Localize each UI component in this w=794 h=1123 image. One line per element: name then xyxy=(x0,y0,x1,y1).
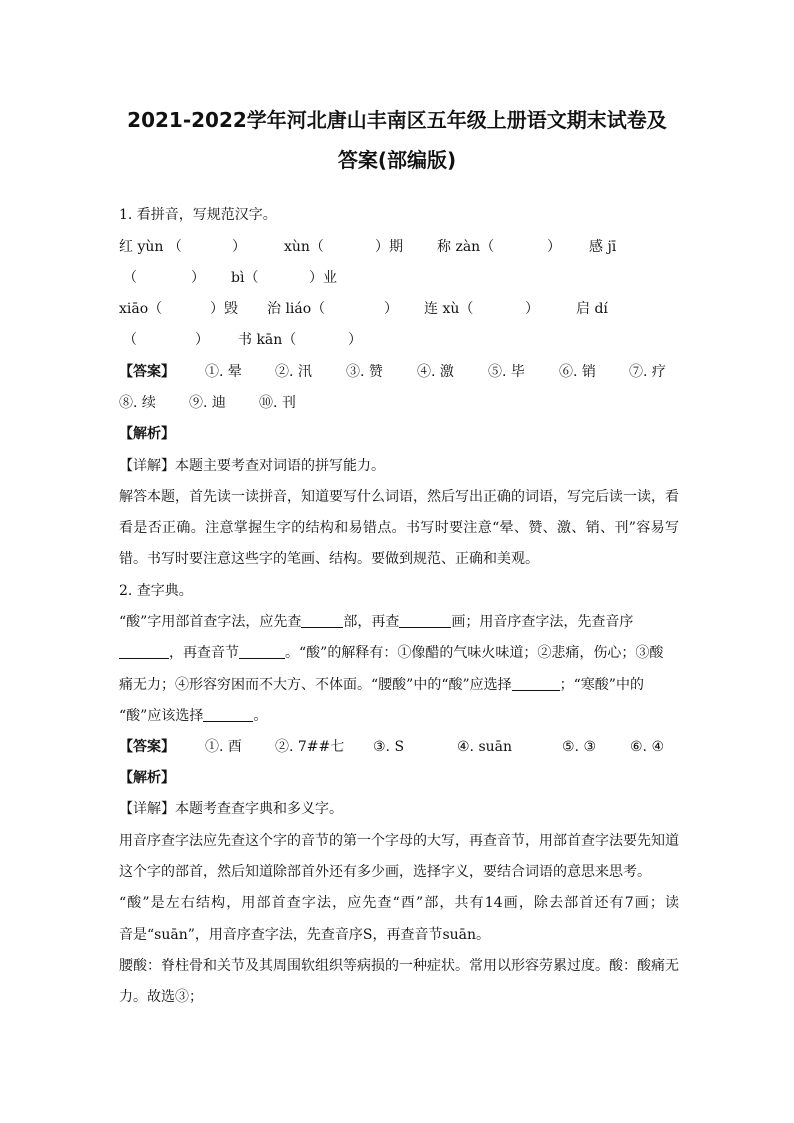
paragraph: “酸”是左右结构，用部首查字法，应先查“酉”部，共有14画，除去部首还有7画；读 xyxy=(119,895,679,911)
answer-item: ④. suān xyxy=(457,739,513,755)
q1-item: （ xyxy=(123,332,137,348)
q1-item: ） xyxy=(232,239,246,255)
q1-item: 治 liáo（ xyxy=(267,301,326,317)
paragraph: 错。书写时要注意这些字的笔画、结构。要做到规范、正确和美观。 xyxy=(119,551,539,567)
paragraph: 看是否正确。注意掌握生字的结构和易错点。书写时要注意“晕、赞、激、销、刊”容易写 xyxy=(119,520,679,536)
answer-item: ⑩. 刊 xyxy=(259,395,296,411)
answer-item: ⑤. ③ xyxy=(562,739,597,755)
answer-tag: 【答案】 xyxy=(119,364,175,380)
q1-item: 红 yùn （ xyxy=(119,239,182,255)
q1-item: ） xyxy=(195,332,209,348)
q1-item: 书 kān（ xyxy=(238,332,297,348)
fill-blank[interactable] xyxy=(239,644,285,659)
title-line-2: 答案(部编版) xyxy=(337,148,457,172)
answer-item: ⑥. 销 xyxy=(559,364,596,380)
detail-heading: 【详解】本题考查查字典和多义字。 xyxy=(119,801,343,817)
q1-item: ）毁 xyxy=(210,301,238,317)
answer-item: ③. S xyxy=(373,739,405,755)
text: 。“酸”的解释有：①像醋的气味火味道；②悲痛，伤心；③酸 xyxy=(285,645,664,661)
text: “酸”字用部首查字法，应先查 xyxy=(119,614,302,630)
text: ；“寒酸”中的 xyxy=(559,677,644,693)
analysis-tag: 【解析】 xyxy=(119,426,175,442)
answer-item: ⑦. 疗 xyxy=(629,364,666,380)
q1-stem: 1. 看拼音，写规范汉字。 xyxy=(119,207,277,223)
text: ，再查音节 xyxy=(169,645,239,661)
paragraph: 音是“suān”，用音序查字法，先查音序S，再查音节suān。 xyxy=(119,927,491,943)
answer-item: ④. 激 xyxy=(417,364,454,380)
fill-blank[interactable] xyxy=(399,613,451,628)
q1-item: ） xyxy=(191,270,205,286)
document-title xyxy=(100,100,694,180)
fill-blank[interactable] xyxy=(512,676,560,691)
answer-item: ⑨. 迪 xyxy=(189,395,226,411)
answer-tag: 【答案】 xyxy=(119,739,175,755)
analysis-tag: 【解析】 xyxy=(119,770,175,786)
q1-item: 感 jī xyxy=(589,239,617,255)
text: 。 xyxy=(253,708,268,724)
q2-fill-line-3 xyxy=(119,676,679,694)
q1-item: ）期 xyxy=(375,239,403,255)
answer-item: ⑥. ④ xyxy=(630,739,665,755)
paragraph: 解答本题，首先读一读拼音，知道要写什么词语，然后写出正确的词语，写完后读一读，看 xyxy=(119,489,679,505)
q1-item: ）业 xyxy=(309,270,337,286)
q1-item: ） xyxy=(547,239,561,255)
q1-item: ） xyxy=(348,332,362,348)
q1-item: （ xyxy=(123,270,137,286)
title-line-1: 2021-2022学年河北唐山丰南区五年级上册语文期末试卷及 xyxy=(127,108,667,132)
fill-blank[interactable] xyxy=(301,613,343,628)
q1-item: 连 xù（ xyxy=(424,301,474,317)
q2-fill-line-1 xyxy=(119,613,679,631)
text: 部，再查 xyxy=(343,614,400,630)
answer-item: ⑤. 毕 xyxy=(488,364,525,380)
fill-blank[interactable] xyxy=(203,707,253,722)
q1-item: ） xyxy=(384,301,398,317)
text: 画；用音序查字法，先查音序 xyxy=(451,614,634,630)
paragraph: 这个字的部首，然后知道除部首外还有多少画，选择字义，要结合词语的意思来思考。 xyxy=(119,864,651,880)
fill-blank[interactable] xyxy=(119,644,169,659)
text: 痛无力；④形容穷困而不大方、不体面。“腰酸”中的“酸”应选择 xyxy=(119,677,512,693)
answer-item: ③. 赞 xyxy=(346,364,383,380)
answer-item: ②. 汛 xyxy=(275,364,312,380)
paragraph: 力。故选③； xyxy=(119,989,203,1005)
answer-item: ②. 7##七 xyxy=(275,739,345,755)
paragraph: 腰酸：脊柱骨和关节及其周围软组织等病损的一种症状。常用以形容劳累过度。酸：酸痛无 xyxy=(119,958,679,974)
answer-item: ⑧. 续 xyxy=(119,395,156,411)
detail-heading: 【详解】本题主要考查对词语的拼写能力。 xyxy=(119,458,385,474)
q1-item: xiāo（ xyxy=(119,301,163,317)
answer-item: ①. 晕 xyxy=(205,364,242,380)
q2-fill-line-2 xyxy=(119,644,679,662)
paragraph: 用音序查字法应先查这个字的音节的第一个字母的大写，再查音节，用部首查字法要先知道 xyxy=(119,833,679,849)
q1-item: 启 dí xyxy=(576,301,608,317)
q1-item: bì（ xyxy=(231,270,259,286)
q2-fill-line-4 xyxy=(119,707,679,725)
q1-item: ） xyxy=(525,301,539,317)
text: “酸”应该选择 xyxy=(119,708,204,724)
answer-item: ①. 酉 xyxy=(205,739,242,755)
q1-item: xùn（ xyxy=(284,239,324,255)
q2-stem: 2. 查字典。 xyxy=(119,583,193,599)
q1-item: 称 zàn（ xyxy=(437,239,495,255)
